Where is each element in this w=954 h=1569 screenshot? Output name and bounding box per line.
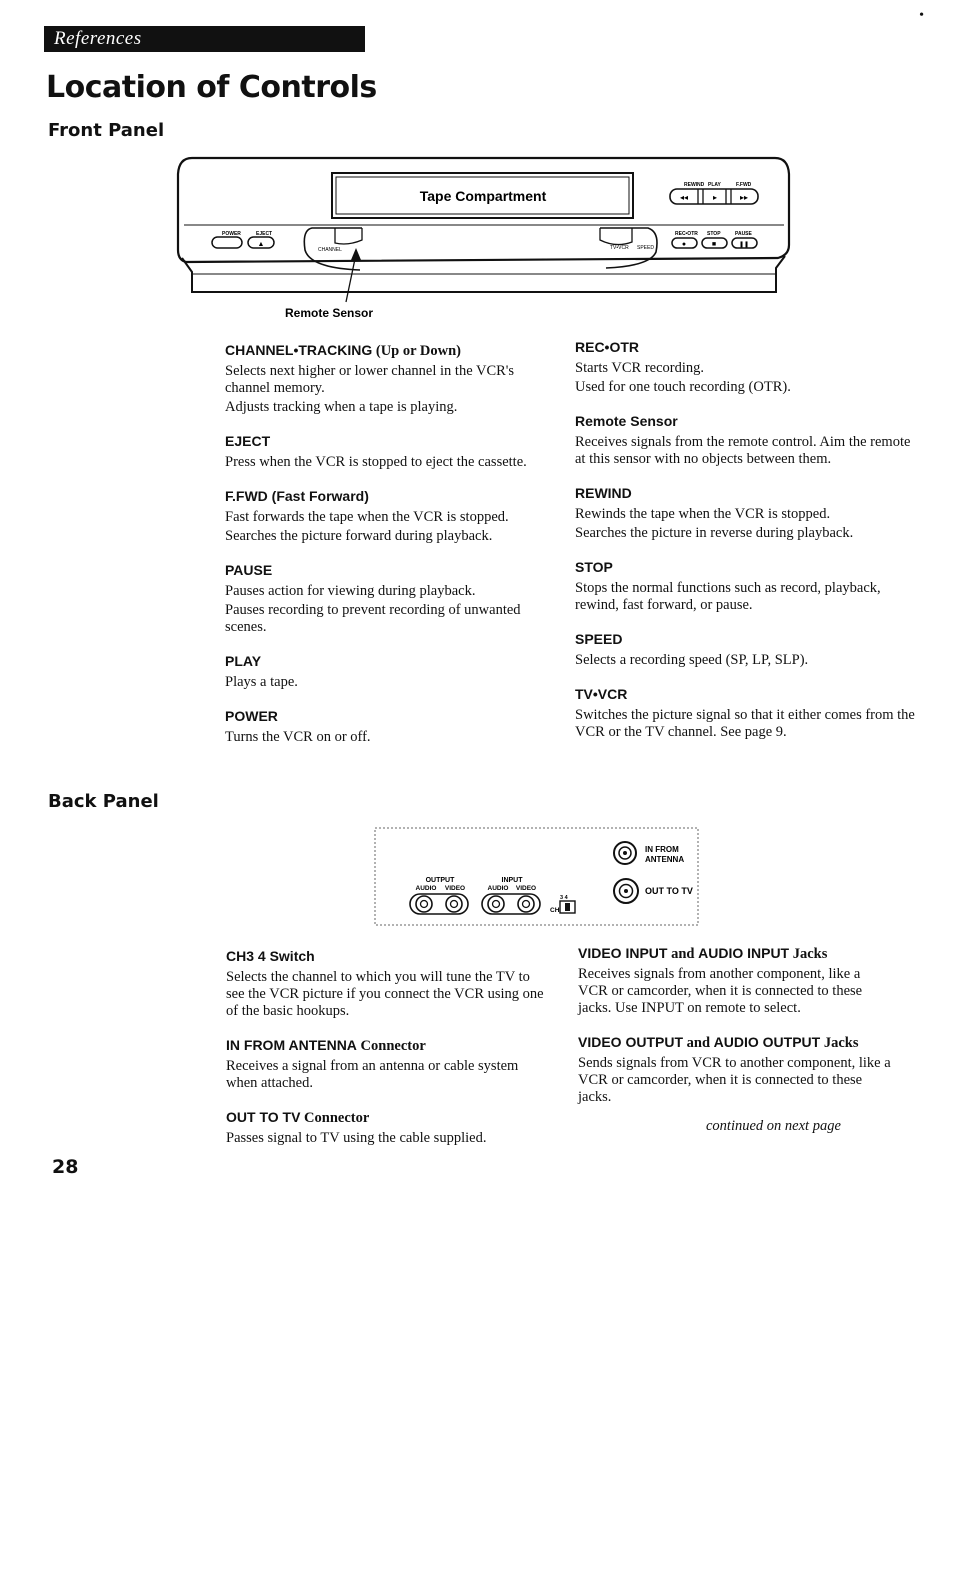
control-name-text: PLAY xyxy=(225,653,262,669)
pause-button-label: PAUSE xyxy=(735,231,752,237)
back-left-column xyxy=(226,948,546,1164)
control-name xyxy=(575,559,915,577)
control-name xyxy=(225,708,545,726)
out-to-tv-connector xyxy=(614,879,638,903)
control-name-text: POWER xyxy=(225,708,278,724)
control-description-line: Passes signal to TV using the cable supplied. xyxy=(226,1130,487,1146)
channel-button-label: CHANNEL xyxy=(318,247,342,253)
control-name xyxy=(226,1109,546,1127)
control-description-line: Switches the picture signal so that it either comes from the VCR or the TV channel. See page 9. xyxy=(575,707,915,740)
control-description-line: Starts VCR recording. xyxy=(575,360,705,376)
input-video-label: VIDEO xyxy=(515,885,537,892)
control-name-text: VIDEO INPUT xyxy=(578,945,668,961)
control-description-line: Pauses recording to prevent recording of unwanted scenes. xyxy=(225,602,521,635)
control-name-text: PAUSE xyxy=(225,562,273,578)
control-description xyxy=(575,631,915,669)
control-name-text: AUDIO OUTPUT xyxy=(713,1034,821,1050)
in-from-label: IN FROM xyxy=(645,845,679,854)
section-banner: References xyxy=(44,26,365,52)
control-description-line: Searches the picture forward during playback. xyxy=(225,528,493,544)
control-description xyxy=(575,485,915,542)
control-name-text: TV•VCR xyxy=(575,686,628,702)
control-name-text: CHANNEL•TRACKING xyxy=(225,342,373,358)
front-right-column xyxy=(575,339,915,758)
front-panel-diagram xyxy=(170,150,800,325)
control-description xyxy=(225,342,545,416)
output-audio-label: AUDIO xyxy=(415,885,437,892)
control-description-line: Stops the normal functions such as record, playback, rewind, fast forward, or pause. xyxy=(575,580,881,613)
control-description xyxy=(226,948,546,1020)
control-name-suffix: and xyxy=(667,946,699,962)
antenna-label: ANTENNA xyxy=(645,855,685,864)
control-description xyxy=(578,1034,893,1106)
output-video-label: VIDEO xyxy=(444,885,466,892)
output-audio-jack xyxy=(416,896,432,912)
control-name-text: CH3 4 Switch xyxy=(226,948,315,964)
input-label: INPUT xyxy=(501,877,523,884)
control-description-line: Selects a recording speed (SP, LP, SLP). xyxy=(575,652,809,668)
page-title: Location of Controls xyxy=(46,70,377,105)
control-name xyxy=(575,686,915,704)
control-name-suffix: Connector xyxy=(356,1038,426,1054)
recotr-button-label: REC•OTR xyxy=(675,231,698,237)
control-name-text: STOP xyxy=(575,559,613,575)
control-description-line: Receives a signal from an antenna or cable system when attached. xyxy=(226,1058,519,1091)
ch-switch-numbers: 3 4 xyxy=(560,895,568,901)
play-button-label: PLAY xyxy=(708,182,721,188)
control-name-suffix: Jacks xyxy=(789,946,828,962)
control-name-suffix: Connector xyxy=(300,1110,370,1126)
control-name-text: IN FROM ANTENNA xyxy=(226,1037,357,1053)
control-description xyxy=(225,708,545,746)
speed-button-label: SPEED xyxy=(637,245,654,251)
control-description xyxy=(226,1037,546,1092)
in-from-antenna-connector xyxy=(614,842,636,864)
ch-switch-label: CH xyxy=(550,907,560,914)
back-panel-heading: Back Panel xyxy=(48,791,159,812)
ffwd-button-label: F.FWD xyxy=(736,182,752,188)
control-description-line: Used for one touch recording (OTR). xyxy=(575,379,791,395)
back-panel-diagram xyxy=(370,825,705,930)
control-description xyxy=(575,559,915,614)
tvvcr-button-label: TV•VCR xyxy=(610,245,629,251)
control-name xyxy=(578,945,893,963)
control-description-line: Selects next higher or lower channel in the VCR's channel memory. xyxy=(225,363,515,396)
control-name-text: REWIND xyxy=(575,485,632,501)
control-description-line: Sends signals from VCR to another component, like a VCR or camcorder, when it is connected to these jacks. xyxy=(578,1055,891,1105)
control-description xyxy=(575,413,915,468)
control-description-line: Adjusts tracking when a tape is playing. xyxy=(225,399,458,415)
tape-compartment-label: Tape Compartment xyxy=(419,188,547,204)
control-description-line: Selects the channel to which you will tune the TV to see the VCR picture if you connect the VCR using one of the basic hookups. xyxy=(226,969,544,1019)
control-description-line: Rewinds the tape when the VCR is stopped. xyxy=(575,506,831,522)
back-right-column xyxy=(578,945,893,1123)
remote-sensor-label: Remote Sensor xyxy=(285,306,374,320)
control-name xyxy=(225,653,545,671)
control-description-line: Pauses action for viewing during playback. xyxy=(225,583,476,599)
control-name xyxy=(575,631,915,649)
control-description xyxy=(226,1109,546,1147)
output-label: OUTPUT xyxy=(425,877,455,884)
control-description-line: Fast forwards the tape when the VCR is stopped. xyxy=(225,509,509,525)
eject-button-label: EJECT xyxy=(256,231,273,237)
pause-icon: ❚❚ xyxy=(738,242,750,248)
play-icon[interactable]: ▸ xyxy=(712,193,718,202)
power-button-label: POWER xyxy=(222,231,241,237)
stop-button-label: STOP xyxy=(707,231,721,237)
control-name xyxy=(578,1034,893,1052)
rewind-icon[interactable]: ◂◂ xyxy=(679,193,689,202)
control-name-text: Remote Sensor xyxy=(575,413,678,429)
control-name xyxy=(225,562,545,580)
control-name-suffix: and xyxy=(683,1035,714,1051)
eject-icon: ▲ xyxy=(257,241,265,248)
control-description-line: Press when the VCR is stopped to eject the cassette. xyxy=(225,454,527,470)
control-name xyxy=(575,485,915,503)
control-description-line: Receives signals from another component, like a VCR or camcorder, when it is connected to these jacks. Use INPUT on remote to select. xyxy=(578,966,863,1016)
control-description-line: Plays a tape. xyxy=(225,674,298,690)
record-icon: ● xyxy=(681,241,687,248)
control-description-line: Turns the VCR on or off. xyxy=(225,729,371,745)
front-left-column xyxy=(225,342,545,763)
control-name xyxy=(226,948,546,966)
control-name-text: SPEED xyxy=(575,631,623,647)
control-name-text: VIDEO OUTPUT xyxy=(578,1034,684,1050)
control-description xyxy=(575,686,915,741)
output-video-jack xyxy=(446,896,462,912)
control-description xyxy=(575,339,915,396)
control-name-suffix: Jacks xyxy=(820,1035,859,1051)
continued-note: continued on next page xyxy=(706,1118,841,1134)
front-panel-heading: Front Panel xyxy=(48,120,165,141)
control-name-text: EJECT xyxy=(225,433,271,449)
control-name xyxy=(575,413,915,431)
page-number: 28 xyxy=(52,1156,79,1178)
control-name-suffix: (Up or Down) xyxy=(372,343,461,359)
corner-mark: • xyxy=(919,8,924,23)
control-name xyxy=(225,342,545,360)
control-name xyxy=(225,433,545,451)
control-name xyxy=(225,488,545,506)
control-description-line: Searches the picture in reverse during playback. xyxy=(575,525,854,541)
control-description xyxy=(225,488,545,545)
control-description xyxy=(225,562,545,636)
control-description xyxy=(225,433,545,471)
control-description-line: Receives signals from the remote control. Aim the remote at this sensor with no objects between them. xyxy=(575,434,911,467)
control-description xyxy=(225,653,545,691)
control-name-text: F.FWD (Fast Forward) xyxy=(225,488,369,504)
control-description xyxy=(578,945,893,1017)
rewind-button-label: REWIND xyxy=(684,182,705,188)
input-audio-label: AUDIO xyxy=(487,885,509,892)
out-to-tv-label: OUT TO TV xyxy=(645,886,693,896)
stop-icon: ■ xyxy=(711,241,717,248)
ffwd-icon[interactable]: ▸▸ xyxy=(739,193,749,202)
control-name-text: AUDIO INPUT xyxy=(698,945,790,961)
input-video-jack xyxy=(518,896,534,912)
control-name-text: OUT TO TV xyxy=(226,1109,301,1125)
power-button[interactable] xyxy=(212,237,242,248)
input-audio-jack xyxy=(488,896,504,912)
control-name-text: REC•OTR xyxy=(575,339,640,355)
control-name xyxy=(575,339,915,357)
control-name xyxy=(226,1037,546,1055)
